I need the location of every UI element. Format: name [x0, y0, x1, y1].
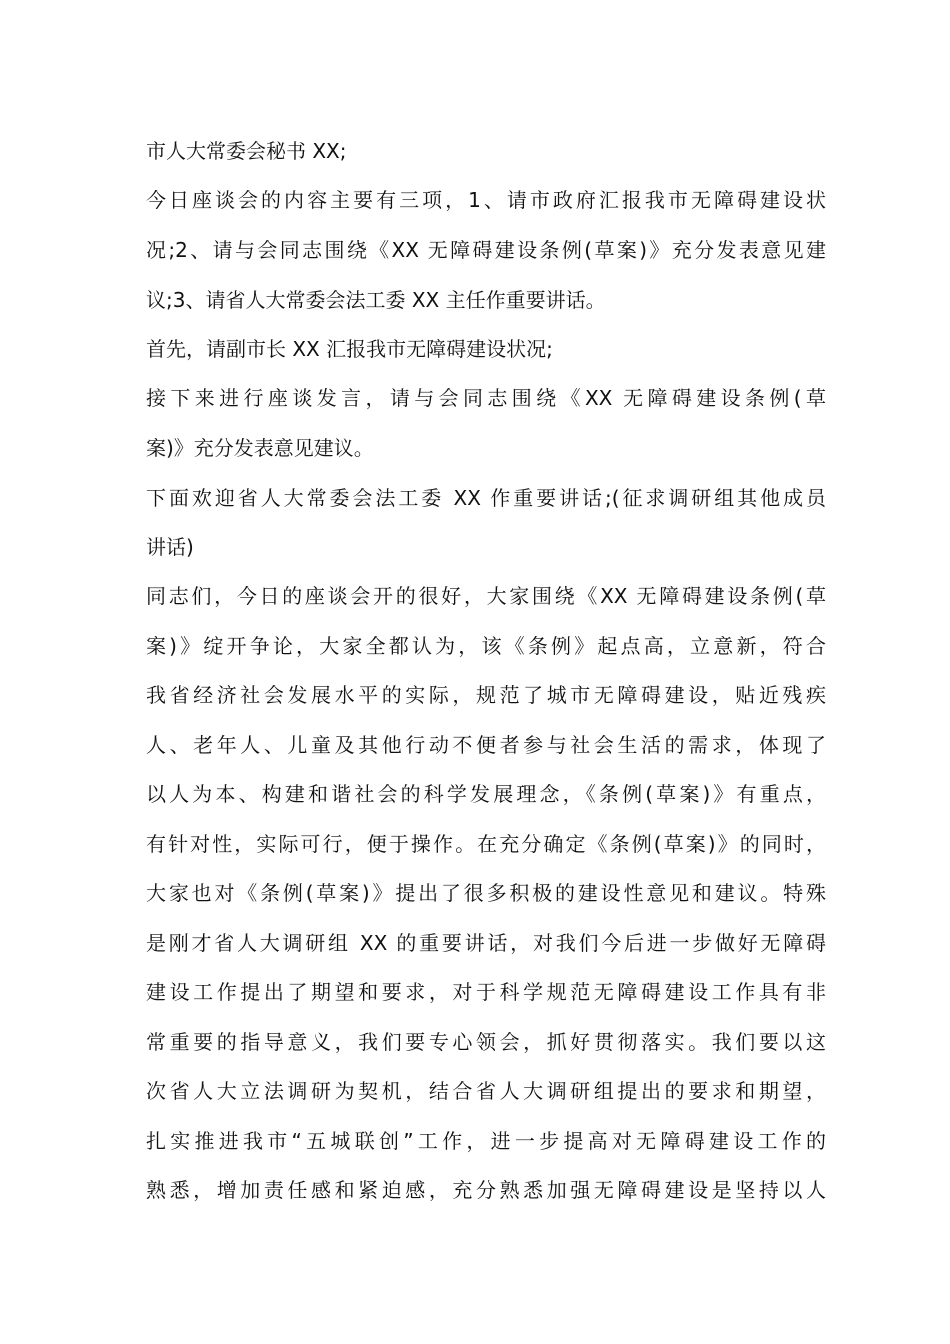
text-line-19: 常重要的指导意义，我们要专心领会，抓好贯彻落实。我们要以这	[146, 1030, 826, 1054]
text-line-9: 讲话)	[146, 535, 194, 559]
text-line-1: 市人大常委会秘书 XX;	[146, 139, 347, 163]
text-line-21: 扎实推进我市“五城联创”工作，进一步提高对无障碍建设工作的	[146, 1129, 826, 1153]
text-line-6: 接下来进行座谈发言，请与会同志围绕《XX 无障碍建设条例(草	[146, 386, 826, 410]
text-line-11: 案)》绽开争论，大家全都认为，该《条例》起点高，立意新，符合	[146, 634, 826, 658]
text-line-22: 熟悉，增加责任感和紧迫感，充分熟悉加强无障碍建设是坚持以人	[146, 1178, 826, 1202]
text-line-3: 况;2、请与会同志围绕《XX 无障碍建设条例(草案)》充分发表意见建	[146, 238, 826, 262]
text-line-16: 大家也对《条例(草案)》提出了很多积极的建设性意见和建议。特殊	[146, 881, 826, 905]
text-line-4: 议;3、请省人大常委会法工委 XX 主任作重要讲话。	[146, 288, 606, 312]
text-line-14: 以人为本、构建和谐社会的科学发展理念，《条例(草案)》有重点，	[146, 782, 826, 806]
text-line-17: 是刚才省人大调研组 XX 的重要讲话，对我们今后进一步做好无障碍	[146, 931, 826, 955]
text-line-2: 今日座谈会的内容主要有三项，1、请市政府汇报我市无障碍建设状	[146, 188, 826, 212]
text-line-13: 人、老年人、儿童及其他行动不便者参与社会生活的需求，体现了	[146, 733, 826, 757]
text-line-7: 案)》充分发表意见建议。	[146, 436, 374, 460]
text-line-10: 同志们，今日的座谈会开的很好，大家围绕《XX 无障碍建设条例(草	[146, 584, 826, 608]
text-line-12: 我省经济社会发展水平的实际，规范了城市无障碍建设，贴近残疾	[146, 683, 826, 707]
text-line-5: 首先，请副市长 XX 汇报我市无障碍建设状况;	[146, 337, 553, 361]
text-line-20: 次省人大立法调研为契机，结合省人大调研组提出的要求和期望，	[146, 1079, 826, 1103]
text-line-15: 有针对性，实际可行，便于操作。在充分确定《条例(草案)》的同时，	[146, 832, 826, 856]
text-line-8: 下面欢迎省人大常委会法工委 XX 作重要讲话;(征求调研组其他成员	[146, 486, 826, 510]
text-line-18: 建设工作提出了期望和要求，对于科学规范无障碍建设工作具有非	[146, 980, 826, 1004]
